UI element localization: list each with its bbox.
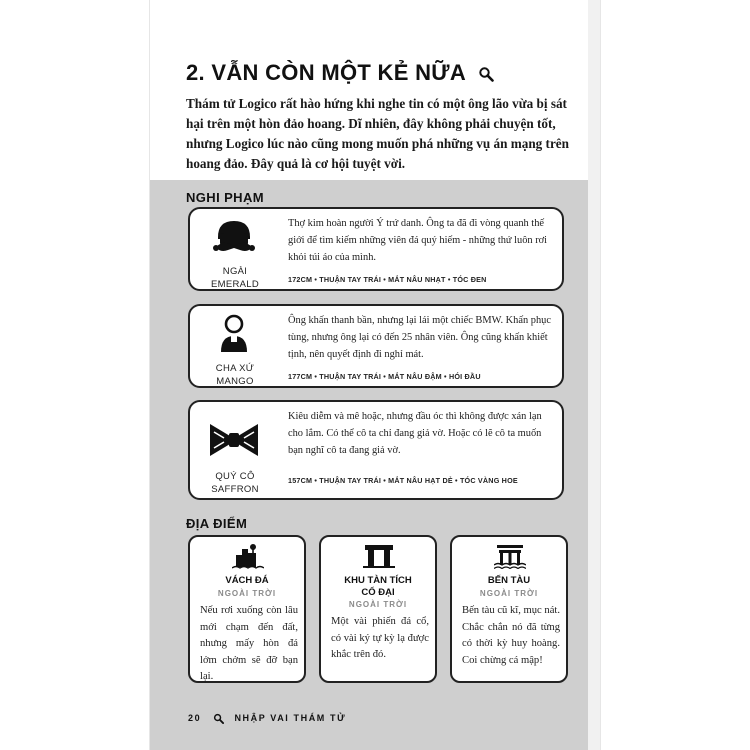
suspect-name: NGÀI EMERALD (210, 266, 260, 290)
title-text: 2. VẪN CÒN MỘT KẺ NỮA (186, 60, 466, 85)
intro-paragraph: Thám tử Logico rất hào hứng khi nghe tin có một ông lão vừa bị sát hại trên một hòn đảo hoang. Dĩ nhiên, đây không phải chuyện tốt, nhưng Logico lúc nào cũng mong muốn phá những vụ án mạng trên hoang đảo. Đây quả là cơ hội tuyệt vời. (186, 96, 569, 171)
dock-icon (494, 541, 526, 569)
magnifier-icon (213, 713, 224, 724)
location-name: VÁCH ĐÁ (225, 575, 269, 586)
location-description: Bến tàu cũ kĩ, mục nát. Chắc chắn nó đã từng có thời kỳ huy hoàng. Coi chừng cá mập! (462, 605, 560, 666)
location-tag: NGOÀI TRỜI (479, 589, 539, 598)
suspect-description: Ông khấn thanh bần, nhưng lại lái một chiếc BMW. Khấn phục tùng, nhưng ông lại có đến 25 nhân viên. Ông cũng khấn khiết tịnh, nên quyết định đi nghỉ mát. (288, 315, 551, 360)
priest-icon (204, 312, 264, 356)
suspect-name: CHA XỨ MANGO (215, 363, 255, 387)
cliff-icon (232, 541, 264, 569)
suspects-heading: NGHI PHẠM (186, 190, 264, 205)
page-title (186, 60, 494, 86)
suspect-name: QUÝ CÔ SAFFRON (211, 471, 259, 495)
location-name: BẾN TÀU (487, 575, 531, 586)
mustache-man-icon (204, 215, 264, 259)
location-name: KHU TÀN TÍCH CỔ ĐẠI (344, 575, 412, 598)
bow-icon (204, 418, 264, 462)
suspect-card (188, 400, 564, 500)
location-card (450, 535, 568, 683)
location-card (319, 535, 437, 683)
suspect-traits: 177CM • THUẬN TAY TRÁI • MẮT NÂU ĐẬM • HÓI ĐẦU (288, 372, 481, 381)
ruins-icon (363, 541, 395, 569)
book-page (150, 0, 600, 750)
page-edge (588, 0, 600, 750)
page-footer (188, 713, 346, 724)
suspect-description: Kiêu diễm và mê hoặc, nhưng đầu óc thì không được xán lạn cho lắm. Có thể cô ta chỉ đang giả vờ. Hoặc có lẽ cô ta muốn bạn nghĩ cô ta đang giả vờ. (288, 411, 542, 456)
magnifier-icon (478, 66, 494, 82)
book-title: NHẬP VAI THÁM TỬ (234, 713, 347, 723)
page-number: 20 (188, 713, 202, 723)
location-description: Nếu rơi xuống còn lâu mới chạm đến đất, nhưng mấy hòn đá lởm chởm sẽ đỡ bạn lại. (200, 605, 298, 682)
location-card (188, 535, 306, 683)
suspect-traits: 157CM • THUẬN TAY TRÁI • MẮT NÂU HẠT DẺ • TÓC VÀNG HOE (288, 476, 518, 485)
suspect-traits: 172CM • THUẬN TAY TRÁI • MẮT NÂU NHẠT • TÓC ĐEN (288, 275, 487, 284)
location-tag: NGOÀI TRỜI (217, 589, 277, 598)
suspect-card (188, 207, 564, 291)
locations-heading: ĐỊA ĐIỂM (186, 516, 248, 531)
location-description: Một vài phiến đá cổ, có vài ký tự kỳ lạ được khắc trên đó. (331, 616, 429, 660)
suspect-card (188, 304, 564, 388)
location-tag: NGOÀI TRỜI (348, 600, 408, 609)
suspect-description: Thợ kim hoàn người Ý trứ danh. Ông ta đã đi vòng quanh thế giới để tìm kiếm những viên đá quý hiếm - những thứ luôn rơi khỏi túi áo của mình. (288, 218, 548, 263)
